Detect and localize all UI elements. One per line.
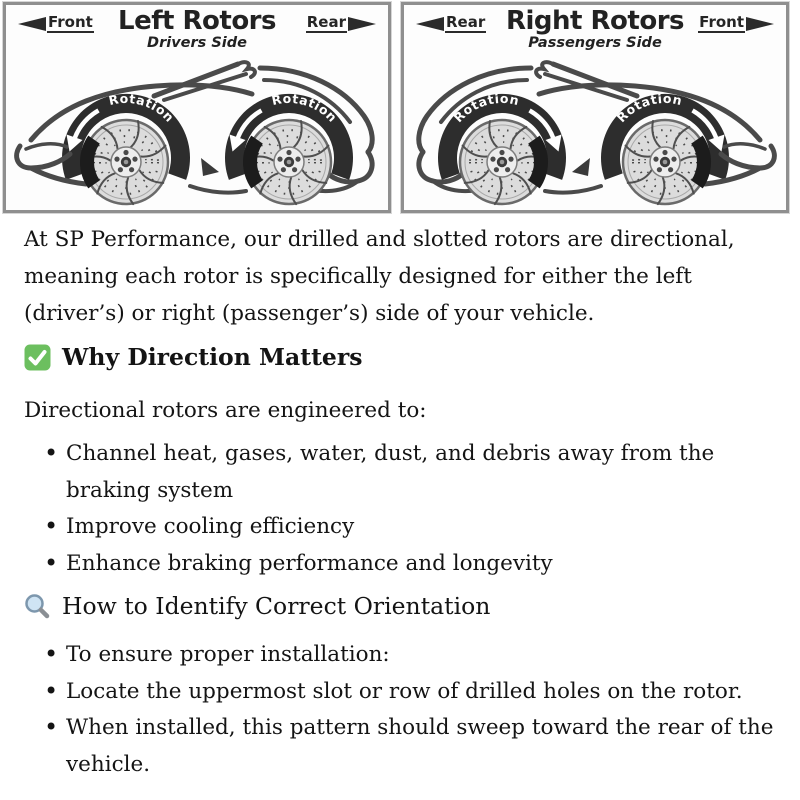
intro-line: At SP Performance, our drilled and slotted rotors are directional, — [24, 227, 735, 252]
orientation-steps-list — [24, 637, 773, 783]
right-rotors-panel — [401, 2, 789, 213]
panel-title: Right Rotors — [505, 6, 684, 36]
left-car-illustration — [6, 52, 387, 208]
rotation-label: Rotation — [613, 90, 684, 126]
intro-paragraph — [24, 221, 735, 332]
direction-label-text: Front — [699, 13, 744, 31]
right-panel-header — [404, 5, 786, 53]
right-car-illustration — [404, 52, 785, 208]
list-item: • Channel heat, gases, water, dust, and debris away from the braking system — [66, 436, 714, 509]
intro-line: (driver’s) or right (passenger’s) side of your vehicle. — [24, 301, 595, 326]
direction-label-text: Front — [48, 13, 93, 31]
rotor-direction-diagram — [3, 2, 789, 213]
magnifying-glass-icon — [24, 593, 51, 620]
panel-title: Left Rotors — [118, 6, 276, 36]
left-rotors-panel — [3, 2, 391, 213]
rotation-label: Rotation — [107, 90, 178, 126]
right-arrow-icon — [746, 17, 774, 31]
list-item: • Locate the uppermost slot or row of drilled holes on the rotor. — [66, 674, 773, 711]
identify-orientation-heading — [24, 592, 490, 620]
list-item: • To ensure proper installation: — [66, 637, 773, 674]
direction-label-text: Rear — [446, 13, 486, 31]
check-mark-icon — [24, 344, 51, 371]
direction-label-text: Rear — [306, 13, 346, 31]
heading-text: Why Direction Matters — [62, 343, 363, 371]
list-item: • When installed, this pattern should sweep toward the rear of the vehicle. — [66, 710, 773, 783]
heading-text: How to Identify Correct Orientation — [62, 592, 491, 620]
panel-subtitle: Drivers Side — [147, 35, 247, 51]
intro-line: meaning each rotor is specifically designed for either the left — [24, 264, 692, 289]
front-direction-label — [698, 14, 774, 33]
right-arrow-icon — [348, 17, 376, 31]
why-direction-matters-heading — [24, 343, 363, 371]
left-panel-header — [6, 5, 388, 53]
rotation-label: Rotation — [270, 90, 341, 126]
rotation-label: Rotation — [450, 90, 521, 126]
list-item: • Enhance braking performance and longevity — [66, 546, 714, 583]
rear-direction-label — [306, 14, 376, 33]
list-item: • Improve cooling efficiency — [66, 509, 714, 546]
engineered-to-lead: Directional rotors are engineered to: — [24, 398, 427, 423]
benefits-list — [24, 436, 714, 582]
panel-subtitle: Passengers Side — [528, 35, 662, 51]
